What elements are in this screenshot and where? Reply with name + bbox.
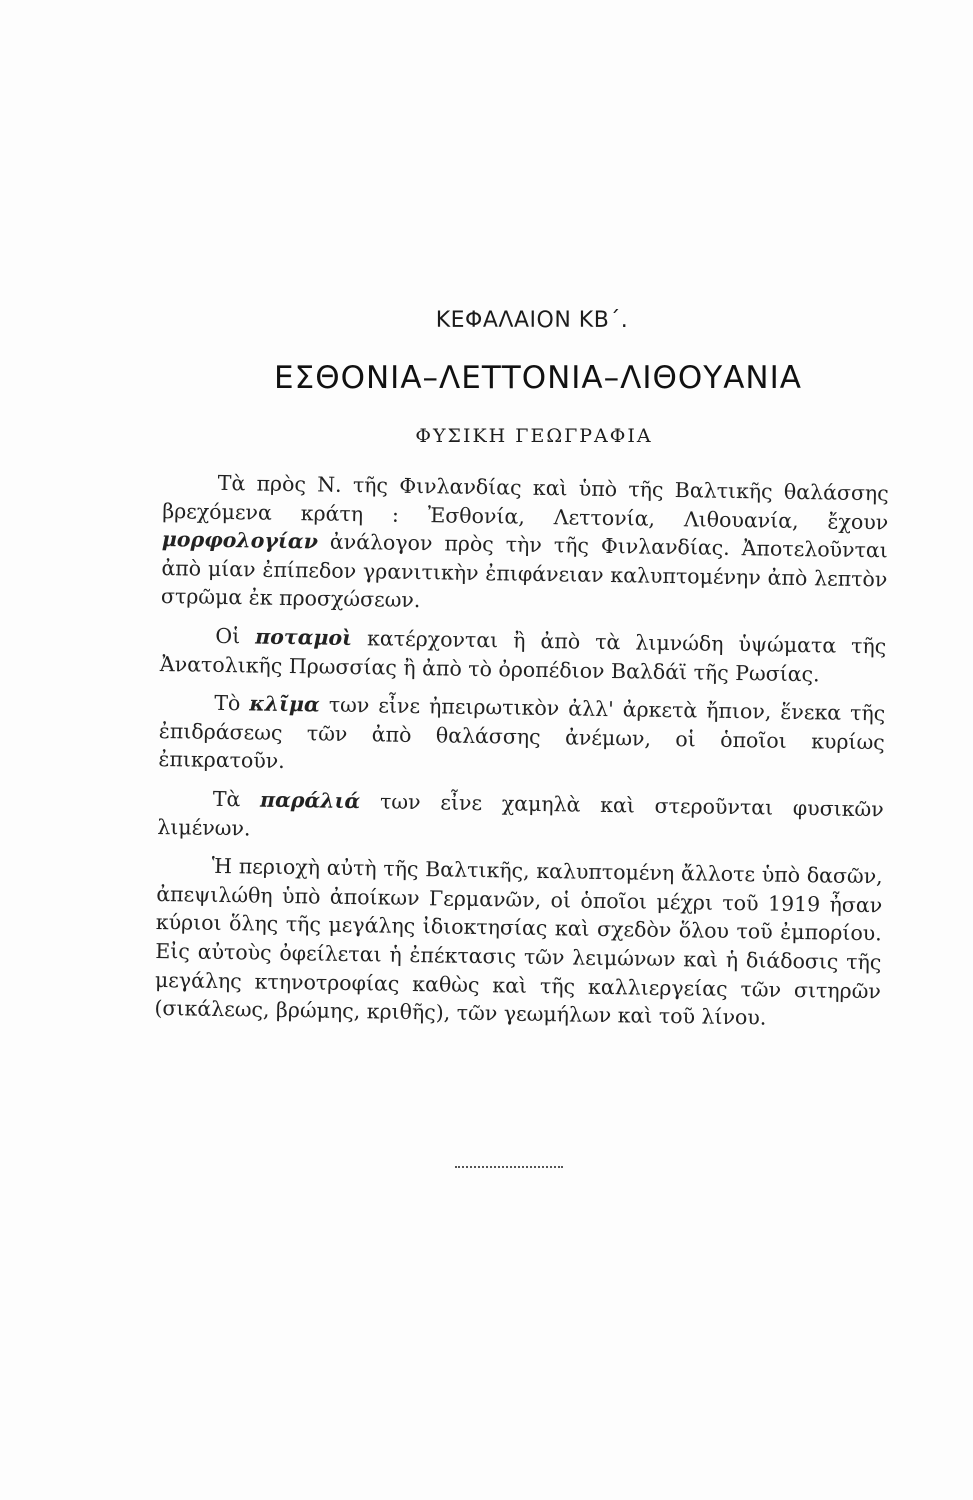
paragraph [160,621,887,690]
section-divider [455,1166,563,1168]
paragraph-text: των εἶνε ἠπειρωτικὸν ἀλλ' ἀρκετὰ ἤπιον, ἕνεκα τῆς ἐπιδράσεως τῶν ἀπὸ θαλάσσης ἀνέμων, οἱ ὁποῖοι κυρίως ἐπικρατοῦν. [158,692,886,774]
paragraph [154,851,883,1034]
paragraph [158,688,885,785]
keyword: παράλιά [259,787,361,814]
keyword: ποταμοὶ [255,624,353,650]
paragraph-text: Τὰ πρὸς Ν. τῆς Φινλανδίας καὶ ὑπὸ τῆς Βαλτικῆς θαλάσσης βρεχόμενα κράτη : Ἐσθονία, Λεττονία, Λιθουανία, ἔχουν [162,470,889,534]
keyword: κλῖμα [249,691,320,717]
paragraph-text: Οἱ [215,623,256,649]
paragraph-text: ἀνάλογον πρὸς τὴν τῆς Φινλανδίας. Ἀποτελοῦνται ἀπὸ μίαν ἐπίπεδον γρανιτικὴν ἐπιφάνειαν καλυπτομένην ἀπὸ λεπτὸν στρῶμα ἐκ προσχώσεων. [160,529,888,613]
paragraph-text: Ἡ περιοχὴ αὐτὴ τῆς Βαλτικῆς, καλυπτομένη ἄλλοτε ὑπὸ δασῶν, ἀπεψιλώθη ὑπὸ ἀποίκων Γερμανῶν, οἱ ὁποῖοι μέχρι τοῦ 1919 ἦσαν κύριοι ὅλης τῆς μεγάλης ἰδιοκτησίας καὶ σχεδὸν ὅλου τοῦ ἐμπορίου. Εἰς αὐτοὺς ὀφείλεται ἡ ἐπέκτασις τῶν λειμώνων καὶ ἡ διάδοσις τῆς μεγάλης κτηνοτροφίας καθὼς καὶ τῆς καλλιεργείας τῶν σιτηρῶν (σικάλεως, βρώμης, κριθῆς), τῶν γεωμήλων καὶ τοῦ λίνου. [154,853,883,1030]
paragraph-text: Τὰ [212,786,261,812]
paragraph-text: Τὸ [214,690,250,716]
paragraph-text: των εἶνε χαμηλὰ καὶ στεροῦνται φυσικῶν λιμένων. [157,789,884,840]
chapter-heading: ΚΕΦΑΛΑΙΟΝ ΚΒ΄. [435,308,629,333]
page-title: ΕΣΘΟΝΙΑ–ΛΕΤΤΟΝΙΑ–ΛΙΘΟΥΑΝΙΑ [274,360,802,396]
paragraph [157,784,884,853]
section-heading: ΦΥΣΙΚΗ ΓΕΩΓΡΑΦΙΑ [415,425,653,447]
paragraph-text: κατέρχονται ἢ ἀπὸ τὰ λιμνώδη ὑψώματα τῆς Ἀνατολικῆς Πρωσσίας ἢ ἀπὸ τὸ ὀροπέδιον Βαλδάϊ τῆς Ρωσίας. [159,625,887,686]
body-text [154,468,889,1044]
paragraph [161,468,889,622]
keyword: μορφολογίαν [161,527,319,554]
